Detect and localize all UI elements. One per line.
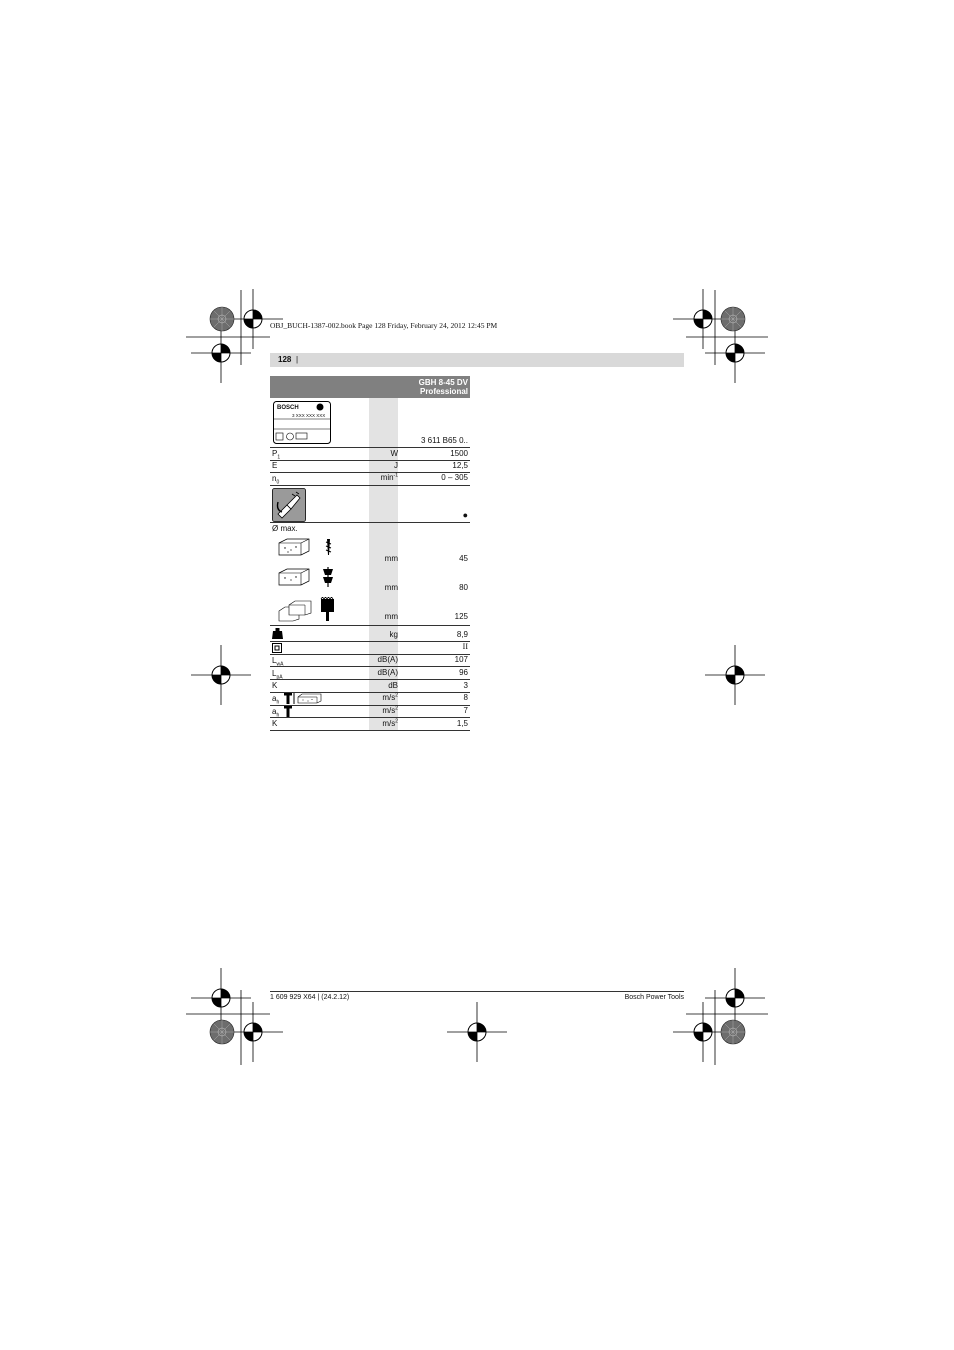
sound-power-label: $L_{wA}$ [272,656,284,668]
vibration-chiselling-label: $a_h$ [272,707,280,719]
model-name: GBH 8-45 DV [418,378,468,387]
vibration-drilling-unit: $m/s^2$ [382,692,398,702]
color-rosette-icon [720,1019,746,1045]
core-bit-diameter-unit: mm [384,612,398,621]
breakthrough-bit-icon [277,567,341,587]
sound-uncertainty-value: 3 [463,681,468,690]
breakthrough-diameter-value: 80 [459,583,468,592]
sound-pressure-unit: dB(A) [377,668,398,677]
concrete-drill-bit-icon [277,537,341,557]
page-number: 128 [278,355,292,364]
weight-value: 8,9 [456,630,468,639]
protection-class-value: II [462,642,468,651]
rated-power-label: $P_1$ [272,449,281,461]
footer-rule [270,991,684,992]
impact-energy-value: 12,5 [452,461,468,470]
registration-mark-icon [181,635,261,715]
sound-uncertainty-unit: dB [388,681,398,690]
impact-energy-unit: J [394,461,398,470]
technical-data-table [270,376,470,731]
rated-power-unit: W [390,449,398,458]
weight-unit: kg [389,630,398,639]
rated-power-value: 1500 [450,449,468,458]
core-bit-icon [277,597,341,623]
color-rosette-icon [720,306,746,332]
color-rosette-icon [209,1019,235,1045]
sound-power-unit: dB(A) [377,655,398,664]
vibration-chiselling-unit: $m/s^2$ [382,705,398,715]
hammer-drill-diameter-unit: mm [384,554,398,563]
weight-icon [272,628,283,639]
vibration-drilling-label: $a_h$ [272,694,280,706]
nameplate-brand: BOSCH [277,405,299,411]
article-number: 3 611 B65 0.. [421,436,468,445]
chiselling-icon [283,706,293,717]
sound-pressure-value: 96 [459,668,468,677]
vibration-uncertainty-value: 1,5 [456,719,468,728]
table-header [270,376,470,398]
vibration-uncertainty-label: K [272,719,278,728]
sound-power-value: 107 [454,655,468,664]
registration-mark-icon [695,635,775,715]
tool-holder-value: ● [462,510,468,520]
registration-mark-icon [437,992,517,1072]
drill-diameter-label: Ø max. [272,524,298,533]
vibration-chiselling-value: 7 [463,706,468,715]
hammer-drilling-concrete-icon [283,693,323,704]
page-number-separator: | [296,355,299,364]
footer-brand: Bosch Power Tools [624,994,684,1001]
model-line: Professional [419,387,468,396]
impact-energy-label: E [272,461,278,470]
core-bit-diameter-value: 125 [454,612,468,621]
footer-doc-number: 1 609 929 X64 | (24.2.12) [270,994,350,1001]
no-load-speed-unit: $\min^{-1}$ [380,472,398,482]
nameplate-serial: 3 XXX XXX XXX [292,413,326,418]
hammer-drill-diameter-value: 45 [459,554,468,563]
tool-holder-icon [272,488,306,522]
page-header-bar [270,353,684,367]
breakthrough-diameter-unit: mm [384,583,398,592]
vibration-uncertainty-unit: $m/s^2$ [382,718,398,728]
protection-class-icon [272,643,282,653]
file-info-line: OBJ_BUCH-1387-002.book Page 128 Friday, February 24, 2012 12:45 PM [270,321,498,330]
sound-uncertainty-label: K [272,681,278,690]
color-rosette-icon [209,306,235,332]
no-load-speed-value: 0 – 305 [441,473,468,482]
vibration-drilling-value: 8 [463,693,468,702]
sound-pressure-label: $L_{pA}$ [272,669,283,681]
no-load-speed-label: $n_0$ [272,474,280,486]
